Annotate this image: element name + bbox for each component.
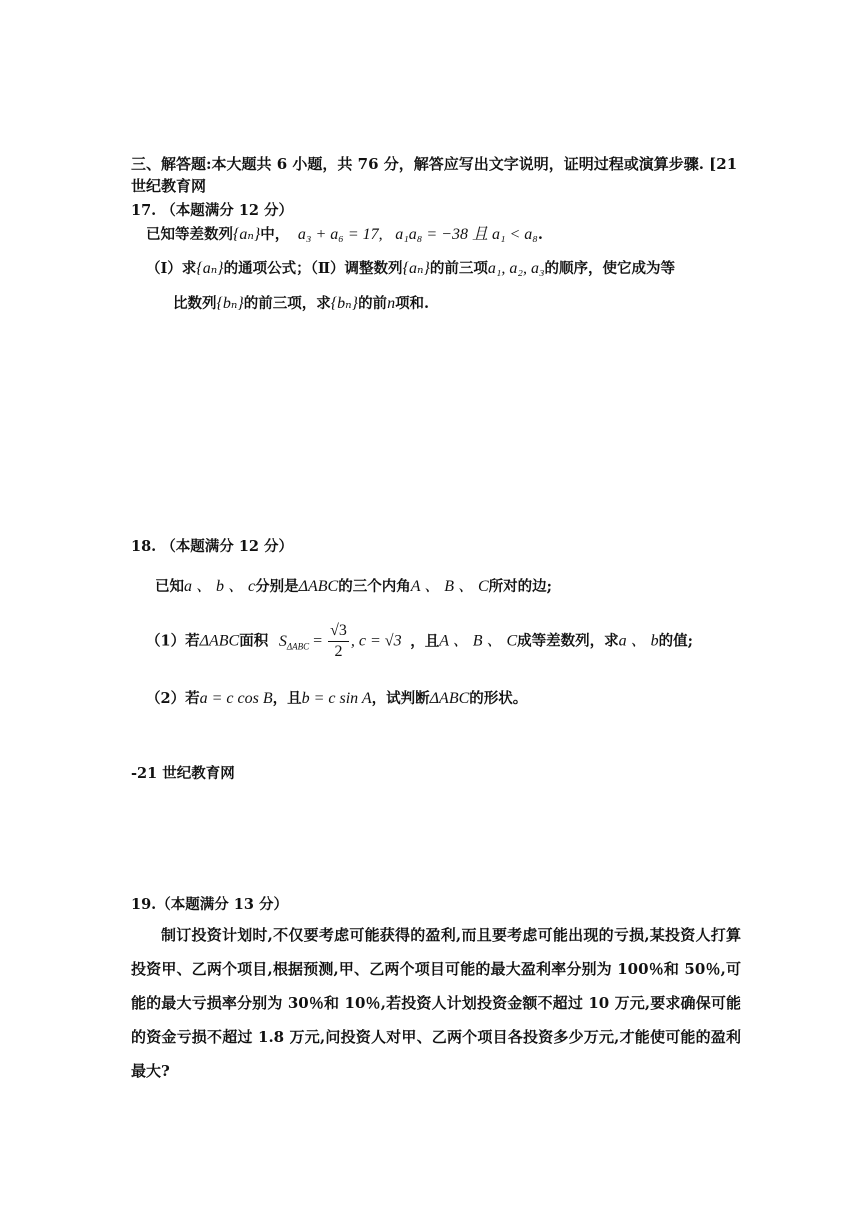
q18-p1-triangle: ΔABC (199, 632, 240, 650)
q17-part2-terms: a₁, a₂, a₃ (487, 260, 545, 277)
q17-part1-label: （Ⅰ）求 (146, 260, 197, 277)
q18-p2-c: ，试判断 (371, 690, 430, 707)
q17-line2-c: 的前 (358, 295, 388, 312)
q18-p2-eq2: b = c sin A (301, 690, 372, 707)
q17-line2-n: n (387, 295, 396, 312)
q18-p1-ab: a 、 b (618, 632, 659, 650)
q17-cond1: a₃ + a₆ = 17, (297, 226, 383, 243)
q18-angles: A 、 B 、 C (410, 578, 489, 595)
q17-title: 17. （本题满分 12 分） (131, 202, 294, 219)
q18-part2 (146, 687, 527, 708)
q18-sides: a 、 b 、 c (184, 578, 256, 595)
q18-p1-area: 面积 (239, 632, 269, 650)
q17-part2-tail: 的顺序，使它成为等 (544, 260, 676, 277)
q18-p1-label: （1）若 (146, 632, 200, 650)
q18-p2-d: 的形状。 (469, 690, 528, 707)
q17-part2-seq: {aₙ} (402, 260, 430, 277)
q18-p1-S-sub: ΔABC (286, 641, 310, 652)
q18-triangle: ΔABC (298, 578, 339, 595)
q17-line2-seq-b1: {bₙ} (216, 295, 244, 312)
q18-stem (155, 573, 552, 596)
q17-line2-seq-b2: {bₙ} (330, 295, 359, 312)
q18-p1-c2: 成等差数列，求 (517, 632, 619, 650)
q18-p1-b: ，且 (410, 632, 440, 650)
q19-title: 19.（本题满分 13 分） (131, 896, 289, 913)
q17-part1-seq: {aₙ} (196, 260, 224, 277)
q18-stem-c: 的三个内角 (338, 578, 411, 595)
q18-p1-c: , c = √3 (350, 632, 402, 650)
q18-title: 18. （本题满分 12 分） (131, 538, 294, 555)
q18-p1-fraction (328, 621, 349, 662)
section-heading (131, 153, 741, 197)
q18-stem-a: 已知 (155, 578, 184, 595)
q17-line2 (173, 292, 429, 313)
q17-stem-prefix: 已知等差数列 (146, 226, 233, 243)
watermark-text: -21 世纪教育网 (131, 765, 235, 782)
q17-part1-text: 的通项公式； (223, 260, 311, 277)
q17-part2-text: 的前三项 (429, 260, 488, 277)
q18-p2-triangle: ΔABC (429, 690, 470, 707)
q18-stem-b: 分别是 (255, 578, 299, 595)
section-heading-line1: 三、解答题:本大题共 6 小题，共 76 分，解答应写出文字说明，证明过程或演算步骤. [21 (131, 155, 738, 173)
q19-body: 制订投资计划时,不仅要考虑可能获得的盈利,而且要考虑可能出现的亏损,某投资人打算投资甲、乙两个项目,根据预测,甲、乙两个项目可能的最大盈利率分别为 100％和 50％,可能的最大亏损率分别为 30％和 10％,若投资人计划投资金额不超过 10 万元,要求确保可能的资金亏损不超过 1.8 万元,问投资人对甲、乙两个项目各投资多少万元,才能使可能的盈利最大? (131, 926, 741, 1080)
q17-parts (146, 257, 675, 278)
q18-part1: （1）若ΔABC面积 $S_{\Delta ABC}$ = $\frac{√3}{2}$ , c = √3 ，且A 、 B 、 C成等差数列，求a 、 b的值; (146, 622, 694, 660)
q18-p1-S: S (278, 632, 287, 650)
q18-p1-denominator: 2 (334, 643, 343, 660)
q18-p2-b: ，且 (272, 690, 302, 707)
q17-stem (146, 221, 543, 244)
q17-cond2: a₁a₈ = −38 且 a₁ < a₈ (395, 226, 538, 243)
q17-stem-mid: 中， (260, 226, 290, 243)
q18-p1-angles: A 、 B 、 C (439, 632, 518, 650)
q17-line2-b: 的前三项，求 (243, 295, 331, 312)
q17-stem-end: . (537, 226, 543, 243)
q18-p2-eq1: a = c cos B (199, 690, 273, 707)
q18-p1-d: 的值; (658, 632, 694, 650)
q17-seq-a: {aₙ} (233, 226, 261, 243)
q18-p2-label: （2）若 (146, 690, 200, 707)
q18-p1-numerator: √3 (328, 621, 349, 642)
q17-line2-d: 项和. (395, 295, 430, 312)
section-heading-line2: 世纪教育网 (131, 177, 207, 195)
q18-stem-d: 所对的边; (488, 578, 553, 595)
q17-part2-label: （Ⅱ）调整数列 (310, 260, 403, 277)
q17-line2-a: 比数列 (173, 295, 217, 312)
